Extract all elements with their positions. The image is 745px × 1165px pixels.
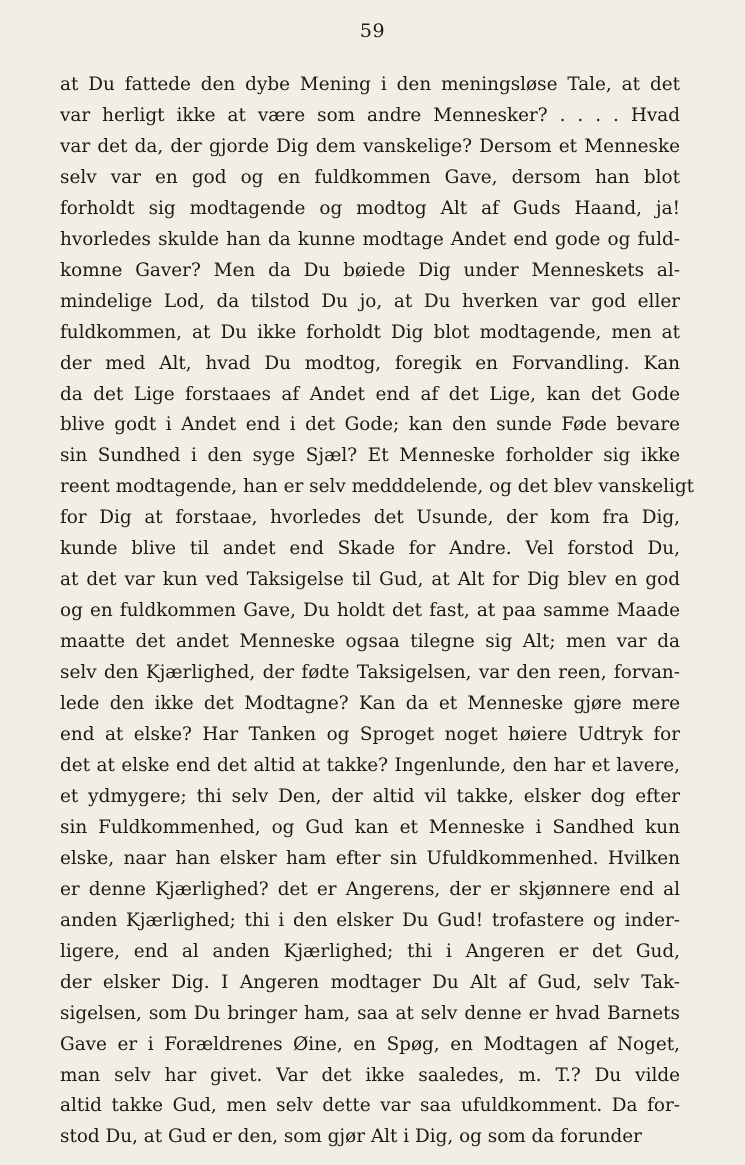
text-line: lede den ikke det Modtagne? Kan da et Menneske gjøre mere: [60, 693, 680, 715]
text-line: fuldkommen, at Du ikke forholdt Dig blot modtagende, men at: [60, 321, 680, 343]
text-line: anden Kjærlighed; thi i den elsker Du Gud! trofastere og inder-: [60, 909, 680, 931]
text-line: var det da, der gjorde Dig dem vanskelige? Dersom et Menneske: [60, 135, 680, 157]
text-line: der med Alt, hvad Du modtog, foregik en Forvandling. Kan: [60, 352, 680, 374]
text-line: kunde blive til andet end Skade for Andre. Vel forstod Du,: [60, 538, 680, 560]
text-line: selv den Kjærlighed, der fødte Taksigelsen, var den reen, forvan-: [60, 662, 680, 684]
text-line: Gave er i Forældrenes Øine, en Spøg, en Modtagen af Noget,: [60, 1033, 680, 1055]
text-line: da det Lige forstaaes af Andet end af det Lige, kan det Gode: [60, 383, 680, 405]
text-line: hvorledes skulde han da kunne modtage Andet end gode og fuld-: [60, 228, 680, 250]
text-line: er denne Kjærlighed? det er Angerens, der er skjønnere end al: [60, 878, 680, 900]
text-line: reent modtagende, han er selv medddelende, og det blev vanskeligt: [60, 476, 695, 498]
text-line: stod Du, at Gud er den, som gjør Alt i Dig, og som da forunder: [60, 1126, 642, 1148]
text-line: forholdt sig modtagende og modtog Alt af Guds Haand, ja!: [60, 197, 680, 219]
text-line: blive godt i Andet end i det Gode; kan den sunde Føde bevare: [60, 414, 680, 436]
text-line: for Dig at forstaae, hvorledes det Usunde, der kom fra Dig,: [60, 507, 680, 529]
text-line: selv var en god og en fuldkommen Gave, dersom han blot: [60, 166, 680, 188]
text-line: ligere, end al anden Kjærlighed; thi i Angeren er det Gud,: [60, 940, 680, 962]
text-line: der elsker Dig. I Angeren modtager Du Alt af Gud, selv Tak-: [60, 971, 680, 993]
text-line: maatte det andet Menneske ogsaa tilegne sig Alt; men var da: [60, 631, 680, 653]
text-line: sigelsen, som Du bringer ham, saa at selv denne er hvad Barnets: [60, 1002, 680, 1024]
text-line: mindelige Lod, da tilstod Du jo, at Du hverken var god eller: [60, 290, 680, 312]
text-line: end at elske? Har Tanken og Sproget noget høiere Udtryk for: [60, 724, 680, 746]
text-line: at det var kun ved Taksigelse til Gud, at Alt for Dig blev en god: [60, 569, 680, 591]
text-line: altid takke Gud, men selv dette var saa ufuldkomment. Da for-: [60, 1095, 680, 1117]
text-line: det at elske end det altid at takke? Ingenlunde, den har et lavere,: [60, 754, 680, 776]
text-line: komne Gaver? Men da Du bøiede Dig under Menneskets al-: [60, 259, 680, 281]
text-line: var herligt ikke at være som andre Mennesker? . . . . Hvad: [60, 104, 680, 126]
text-line: sin Sundhed i den syge Sjæl? Et Menneske forholder sig ikke: [60, 445, 680, 467]
text-line: et ydmygere; thi selv Den, der altid vil takke, elsker dog efter: [60, 785, 680, 807]
body-text: [60, 70, 695, 1153]
page-number: 59: [359, 20, 386, 42]
text-line: at Du fattede den dybe Mening i den meningsløse Tale, at det: [60, 74, 680, 95]
text-line: og en fuldkommen Gave, Du holdt det fast, at paa samme Maade: [60, 600, 680, 622]
text-line: man selv har givet. Var det ikke saaledes, m. T.? Du vilde: [60, 1064, 680, 1086]
text-line: sin Fuldkommenhed, og Gud kan et Menneske i Sandhed kun: [60, 816, 680, 838]
text-line: elske, naar han elsker ham efter sin Ufuldkommenhed. Hvilken: [60, 847, 680, 869]
